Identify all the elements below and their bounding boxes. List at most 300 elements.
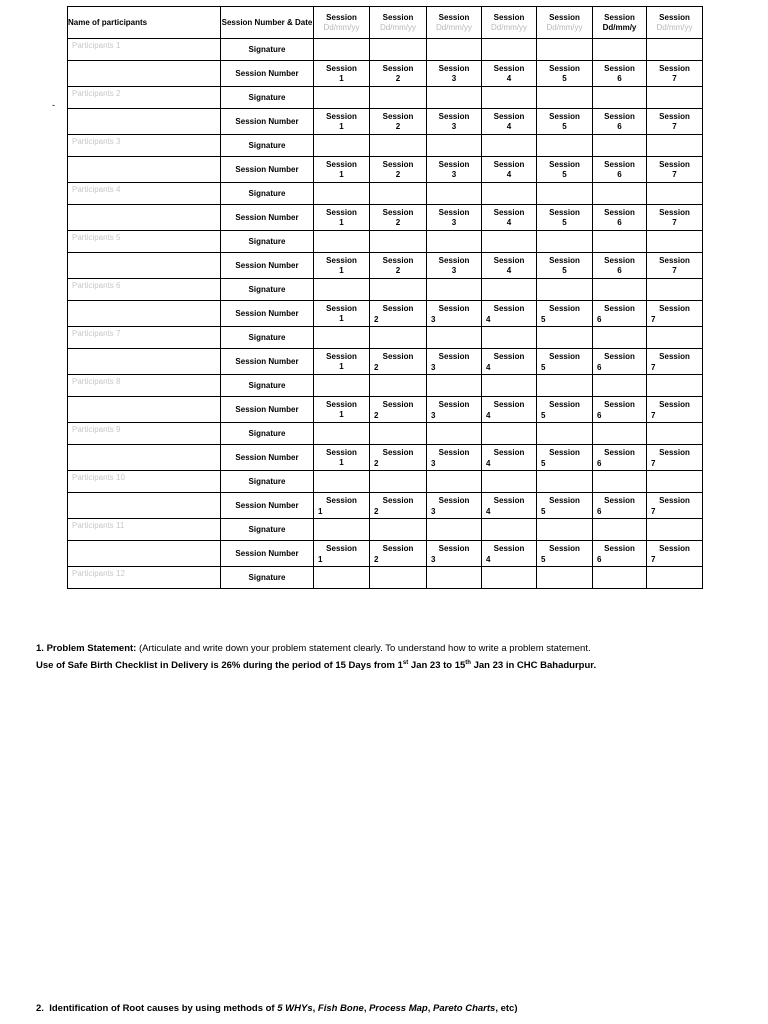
session-number-cell xyxy=(482,157,537,183)
signature-cell xyxy=(593,279,647,301)
session-word: Session xyxy=(326,351,357,361)
session-number-label: Session Number xyxy=(221,205,314,231)
session-number: 4 xyxy=(486,459,491,468)
signature-cell xyxy=(314,567,370,589)
method-5-whys: 5 WHYs xyxy=(277,1003,313,1014)
session-word: Session xyxy=(604,255,635,265)
blank-name-cell xyxy=(68,61,221,87)
blank-name-cell xyxy=(68,205,221,231)
session-number: 2 xyxy=(395,265,401,275)
signature-cell xyxy=(537,327,593,349)
session-word: Session xyxy=(326,63,357,73)
signature-cell xyxy=(314,471,370,493)
signature-cell xyxy=(537,423,593,445)
session-word: Session xyxy=(549,207,580,217)
session-number-cell xyxy=(482,493,537,519)
signature-cell xyxy=(647,39,703,61)
session-number-label: Session Number xyxy=(221,157,314,183)
participant-signature-row xyxy=(68,279,703,301)
session-number: 6 xyxy=(597,411,602,420)
session-number-cell xyxy=(593,445,647,471)
session-number: 2 xyxy=(374,411,379,420)
signature-cell xyxy=(537,471,593,493)
session-number-cell xyxy=(647,205,703,231)
session-number-cell xyxy=(314,205,370,231)
session-number-cell xyxy=(370,493,427,519)
session-number-cell xyxy=(482,109,537,135)
session-word: Session xyxy=(493,207,525,217)
session-number: 2 xyxy=(395,217,401,227)
header-row xyxy=(68,7,703,39)
problem-number: 1. xyxy=(36,643,44,654)
session-number: 3 xyxy=(431,411,436,420)
session-number: 5 xyxy=(541,507,546,516)
signature-cell xyxy=(647,567,703,589)
session-number: 4 xyxy=(486,315,491,324)
session-header-5 xyxy=(537,7,593,39)
signature-cell xyxy=(647,135,703,157)
blank-name-cell xyxy=(68,493,221,519)
signature-cell xyxy=(647,327,703,349)
session-word: Session xyxy=(438,448,470,457)
session-number: 4 xyxy=(506,121,512,131)
session-header-6 xyxy=(593,7,647,39)
signature-cell xyxy=(482,567,537,589)
session-number-cell xyxy=(647,61,703,87)
session-number-label: Session Number xyxy=(221,301,314,327)
signature-cell xyxy=(370,423,427,445)
session-word: Session xyxy=(382,544,414,553)
section2-number: 2. xyxy=(36,1003,44,1014)
session-word: Session xyxy=(382,304,414,313)
session-number-cell xyxy=(427,397,482,423)
session-word: Session xyxy=(659,111,690,121)
session-number: 1 xyxy=(339,361,344,371)
session-number-cell xyxy=(427,109,482,135)
session-number-cell xyxy=(537,157,593,183)
session-number: 4 xyxy=(506,217,512,227)
signature-cell xyxy=(370,327,427,349)
participant-signature-row xyxy=(68,375,703,397)
session-word: Session xyxy=(604,63,635,73)
signature-cell xyxy=(593,375,647,397)
blank-name-cell xyxy=(68,253,221,279)
signature-cell xyxy=(427,375,482,397)
session-number-cell xyxy=(537,301,593,327)
session-header-date: Dd/mm/y xyxy=(602,22,637,32)
session-word: Session xyxy=(438,544,470,553)
session-number-cell xyxy=(314,61,370,87)
signature-cell xyxy=(427,423,482,445)
participant-signature-row xyxy=(68,423,703,445)
session-number: 6 xyxy=(617,217,622,227)
signature-cell xyxy=(537,279,593,301)
signature-label: Signature xyxy=(221,375,314,397)
session-number-cell xyxy=(427,61,482,87)
session-number: 4 xyxy=(486,363,491,372)
session-word: Session xyxy=(326,303,357,313)
session-number-cell xyxy=(314,541,370,567)
session-number-label: Session Number xyxy=(221,253,314,279)
session-word: Session xyxy=(493,304,525,313)
signature-cell xyxy=(482,87,537,109)
session-number-cell xyxy=(427,205,482,231)
session-word: Session xyxy=(604,159,635,169)
session-header-date: Dd/mm/yy xyxy=(656,22,693,32)
session-word: Session xyxy=(549,63,580,73)
session-word: Session xyxy=(604,304,635,313)
session-word: Session xyxy=(659,496,690,505)
session-number-label: Session Number xyxy=(221,61,314,87)
signature-cell xyxy=(314,279,370,301)
participant-name: Participants 5 xyxy=(68,231,221,253)
session-word: Session xyxy=(493,352,525,361)
session-number-cell xyxy=(537,493,593,519)
signature-cell xyxy=(427,135,482,157)
session-word: Session xyxy=(604,448,635,457)
session-word: Session xyxy=(659,400,690,409)
session-number: 1 xyxy=(339,409,344,419)
signature-cell xyxy=(370,471,427,493)
session-word: Session xyxy=(659,159,690,169)
section2-lead: Identification of Root causes by using methods of xyxy=(49,1003,278,1014)
participant-signature-row xyxy=(68,519,703,541)
session-number-cell xyxy=(647,493,703,519)
signature-cell xyxy=(482,279,537,301)
participant-session-number-row xyxy=(68,61,703,87)
session-number-cell xyxy=(593,253,647,279)
session-number: 7 xyxy=(672,169,677,179)
session-number: 7 xyxy=(672,73,677,83)
session-number: 1 xyxy=(339,217,344,227)
participant-session-number-row xyxy=(68,541,703,567)
session-number: 4 xyxy=(506,73,512,83)
session-number-cell xyxy=(314,109,370,135)
session-number: 6 xyxy=(617,121,622,131)
session-number-cell xyxy=(370,61,427,87)
signature-cell xyxy=(427,231,482,253)
session-number-cell xyxy=(482,253,537,279)
session-word: Session xyxy=(326,255,357,265)
problem-statement-text xyxy=(36,656,736,673)
session-number-cell xyxy=(314,157,370,183)
session-word: Session xyxy=(604,207,635,217)
session-word: Session xyxy=(493,111,525,121)
statement-part-2: Jan 23 to 15 xyxy=(408,660,466,672)
session-number: 6 xyxy=(597,363,602,372)
participant-signature-row xyxy=(68,39,703,61)
session-number-label: Session Number xyxy=(221,109,314,135)
session-number-cell xyxy=(370,301,427,327)
session-word: Session xyxy=(604,111,635,121)
session-word: Session xyxy=(604,400,635,409)
statement-sup-2: th xyxy=(465,660,471,666)
session-number-cell xyxy=(593,61,647,87)
session-number-cell xyxy=(482,61,537,87)
session-number: 7 xyxy=(651,459,656,468)
session-number-label: Session Number xyxy=(221,445,314,471)
session-number-cell xyxy=(427,445,482,471)
session-word: Session xyxy=(493,63,525,73)
session-number: 1 xyxy=(339,265,344,275)
session-number-cell xyxy=(593,397,647,423)
session-number-cell xyxy=(593,493,647,519)
session-header-title: Session xyxy=(438,12,470,22)
session-number-cell xyxy=(647,397,703,423)
session-number: 5 xyxy=(541,459,546,468)
signature-cell xyxy=(314,423,370,445)
session-number-cell xyxy=(537,253,593,279)
participant-signature-row xyxy=(68,231,703,253)
session-number-cell xyxy=(314,349,370,375)
session-number-cell xyxy=(370,445,427,471)
session-header-1 xyxy=(314,7,370,39)
section2-tail: , etc) xyxy=(495,1003,518,1014)
session-word: Session xyxy=(549,544,580,553)
session-number: 3 xyxy=(451,217,457,227)
signature-label: Signature xyxy=(221,279,314,301)
session-number: 4 xyxy=(486,507,491,516)
session-number: 4 xyxy=(506,265,512,275)
session-word: Session xyxy=(659,304,690,313)
session-word: Session xyxy=(438,352,470,361)
session-number: 7 xyxy=(651,363,656,372)
session-number-cell xyxy=(647,445,703,471)
signature-cell xyxy=(482,327,537,349)
signature-cell xyxy=(593,519,647,541)
session-header-3 xyxy=(427,7,482,39)
session-word: Session xyxy=(326,447,357,457)
session-word: Session xyxy=(326,207,357,217)
participant-signature-row xyxy=(68,567,703,589)
blank-name-cell xyxy=(68,301,221,327)
session-number-cell xyxy=(593,109,647,135)
participant-session-number-row xyxy=(68,205,703,231)
participant-signature-row xyxy=(68,87,703,109)
session-word: Session xyxy=(549,496,580,505)
attendance-table xyxy=(67,6,703,589)
participant-name: Participants 1 xyxy=(68,39,221,61)
session-word: Session xyxy=(549,400,580,409)
session-number-cell xyxy=(370,109,427,135)
session-word: Session xyxy=(438,207,470,217)
session-word: Session xyxy=(659,63,690,73)
session-number-cell xyxy=(537,541,593,567)
signature-cell xyxy=(482,375,537,397)
signature-cell xyxy=(647,87,703,109)
session-header-title: Session xyxy=(326,12,357,22)
signature-cell xyxy=(537,135,593,157)
signature-cell xyxy=(370,39,427,61)
session-word: Session xyxy=(326,544,357,553)
signature-cell xyxy=(370,567,427,589)
session-word: Session xyxy=(493,255,525,265)
session-number: 2 xyxy=(374,459,379,468)
session-number: 4 xyxy=(506,169,512,179)
session-number-cell xyxy=(647,157,703,183)
session-number-cell xyxy=(427,349,482,375)
signature-cell xyxy=(482,471,537,493)
participant-signature-row xyxy=(68,183,703,205)
session-number-cell xyxy=(482,397,537,423)
signature-cell xyxy=(427,39,482,61)
signature-label: Signature xyxy=(221,183,314,205)
session-number-cell xyxy=(482,205,537,231)
participant-name: Participants 2 xyxy=(68,87,221,109)
table-body xyxy=(68,39,703,589)
session-number: 1 xyxy=(318,555,323,564)
session-number-label: Session Number xyxy=(221,397,314,423)
session-number: 2 xyxy=(395,121,401,131)
session-number: 1 xyxy=(339,313,344,323)
signature-cell xyxy=(370,375,427,397)
session-word: Session xyxy=(438,159,470,169)
session-word: Session xyxy=(659,448,690,457)
signature-cell xyxy=(537,567,593,589)
session-word: Session xyxy=(382,448,414,457)
session-number: 5 xyxy=(541,315,546,324)
session-number-cell xyxy=(427,301,482,327)
session-word: Session xyxy=(326,399,357,409)
signature-cell xyxy=(482,183,537,205)
session-number: 4 xyxy=(486,555,491,564)
session-number-cell xyxy=(593,349,647,375)
signature-label: Signature xyxy=(221,327,314,349)
session-number-cell xyxy=(647,253,703,279)
signature-cell xyxy=(593,567,647,589)
session-number: 3 xyxy=(451,121,457,131)
signature-cell xyxy=(314,39,370,61)
signature-cell xyxy=(593,135,647,157)
signature-cell xyxy=(314,327,370,349)
signature-cell xyxy=(427,519,482,541)
session-number: 6 xyxy=(597,315,602,324)
participant-session-number-row xyxy=(68,445,703,471)
session-number-cell xyxy=(370,397,427,423)
session-number-cell xyxy=(537,205,593,231)
signature-cell xyxy=(427,183,482,205)
session-word: Session xyxy=(604,544,635,553)
session-word: Session xyxy=(382,207,414,217)
session-number: 3 xyxy=(451,169,457,179)
blank-name-cell xyxy=(68,349,221,375)
session-header-title: Session xyxy=(604,12,635,22)
session-word: Session xyxy=(549,159,580,169)
problem-instruction: (Articulate and write down your problem statement clearly. To understand how to write a problem statement. xyxy=(138,643,591,654)
session-number: 6 xyxy=(617,73,622,83)
session-number-cell xyxy=(370,349,427,375)
signature-cell xyxy=(537,375,593,397)
signature-cell xyxy=(370,87,427,109)
session-number: 7 xyxy=(651,315,656,324)
signature-cell xyxy=(314,519,370,541)
signature-cell xyxy=(593,87,647,109)
signature-cell xyxy=(427,279,482,301)
root-cause-heading xyxy=(36,1001,736,1016)
signature-cell xyxy=(314,135,370,157)
session-number: 6 xyxy=(597,459,602,468)
session-number-cell xyxy=(427,157,482,183)
session-number: 2 xyxy=(374,555,379,564)
session-number-cell xyxy=(314,397,370,423)
signature-cell xyxy=(593,39,647,61)
session-number: 7 xyxy=(672,265,677,275)
problem-statement-line xyxy=(36,641,736,656)
session-number-cell xyxy=(537,397,593,423)
session-word: Session xyxy=(659,352,690,361)
session-number: 7 xyxy=(672,217,677,227)
participant-name: Participants 6 xyxy=(68,279,221,301)
session-number-cell xyxy=(482,349,537,375)
session-header-title: Session xyxy=(549,12,580,22)
signature-cell xyxy=(647,519,703,541)
signature-cell xyxy=(370,279,427,301)
signature-cell xyxy=(593,423,647,445)
session-word: Session xyxy=(493,544,525,553)
session-word: Session xyxy=(493,448,525,457)
participant-signature-row xyxy=(68,471,703,493)
participant-session-number-row xyxy=(68,493,703,519)
blank-name-cell xyxy=(68,541,221,567)
signature-label: Signature xyxy=(221,231,314,253)
session-number: 1 xyxy=(339,457,344,467)
signature-cell xyxy=(314,231,370,253)
participant-name: Participants 8 xyxy=(68,375,221,397)
problem-label: Problem Statement: xyxy=(46,643,137,654)
session-number: 2 xyxy=(395,73,401,83)
session-number-cell xyxy=(482,541,537,567)
session-word: Session xyxy=(438,63,470,73)
blank-name-cell xyxy=(68,397,221,423)
session-number: 7 xyxy=(651,555,656,564)
session-number-cell xyxy=(314,253,370,279)
signature-label: Signature xyxy=(221,423,314,445)
session-word: Session xyxy=(549,352,580,361)
session-number-cell xyxy=(427,541,482,567)
session-number: 7 xyxy=(651,507,656,516)
signature-cell xyxy=(537,519,593,541)
signature-cell xyxy=(370,231,427,253)
session-word: Session xyxy=(382,400,414,409)
session-word: Session xyxy=(326,111,357,121)
participant-name: Participants 12 xyxy=(68,567,221,589)
session-number-cell xyxy=(647,109,703,135)
session-number: 1 xyxy=(318,507,323,516)
signature-label: Signature xyxy=(221,519,314,541)
sep-2: , xyxy=(363,1003,370,1014)
session-header-date: Dd/mm/yy xyxy=(436,22,472,32)
signature-cell xyxy=(647,471,703,493)
signature-cell xyxy=(647,183,703,205)
session-number: 7 xyxy=(672,121,677,131)
participant-name: Participants 11 xyxy=(68,519,221,541)
signature-cell xyxy=(593,327,647,349)
participant-session-number-row xyxy=(68,349,703,375)
session-header-7 xyxy=(647,7,703,39)
signature-cell xyxy=(370,519,427,541)
session-number: 3 xyxy=(451,73,457,83)
session-number-cell xyxy=(314,445,370,471)
session-word: Session xyxy=(549,448,580,457)
session-word: Session xyxy=(604,496,635,505)
session-number-cell xyxy=(427,493,482,519)
session-word: Session xyxy=(549,255,580,265)
session-number-cell xyxy=(482,445,537,471)
session-number-cell xyxy=(593,157,647,183)
session-number: 2 xyxy=(374,363,379,372)
method-process-map: Process Map xyxy=(369,1003,428,1014)
signature-cell xyxy=(427,327,482,349)
